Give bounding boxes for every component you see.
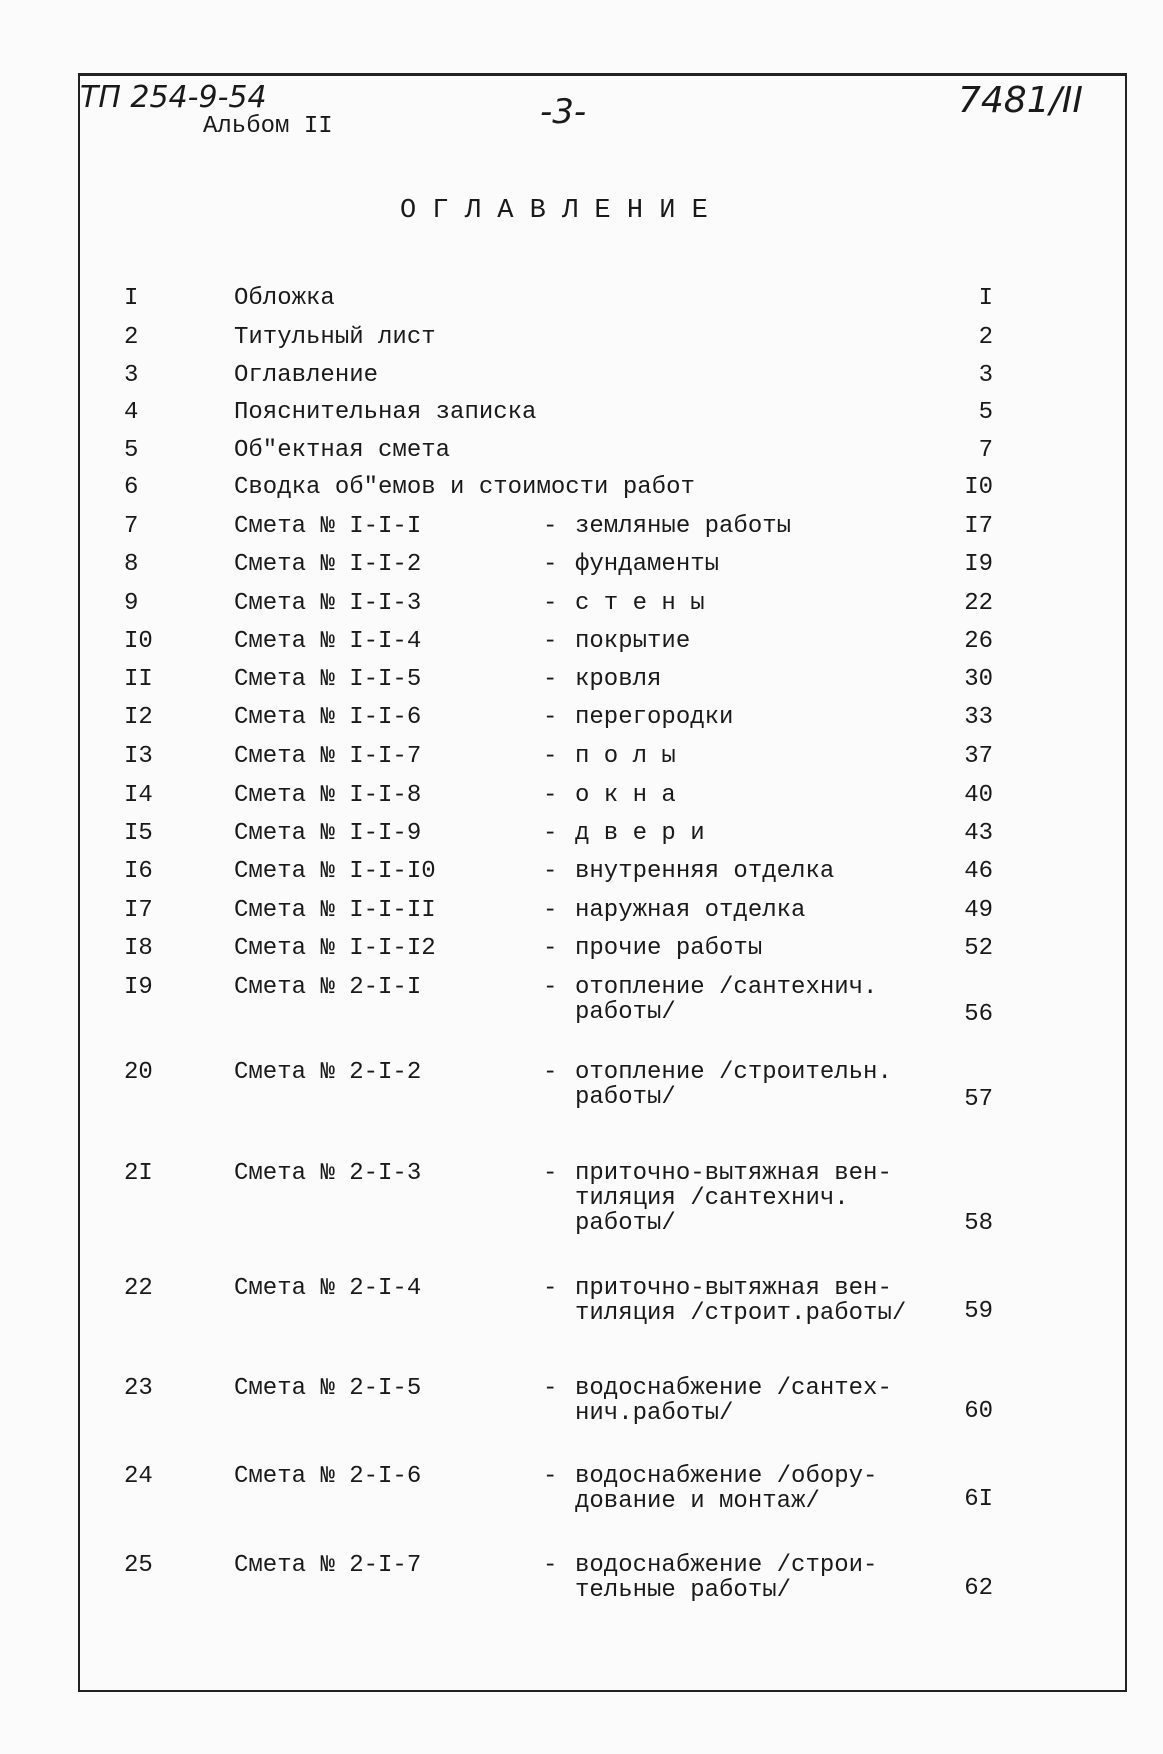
row-dash: - bbox=[543, 1463, 558, 1490]
row-number: I5 bbox=[124, 820, 153, 847]
row-number: I2 bbox=[124, 704, 153, 731]
row-number: 6 bbox=[124, 474, 139, 501]
row-page: 30 bbox=[964, 666, 993, 693]
row-description: отопление /строительн. работы/ bbox=[575, 1059, 892, 1111]
row-page: 33 bbox=[964, 704, 993, 731]
row-page: 22 bbox=[964, 590, 993, 617]
row-dash: - bbox=[543, 1160, 558, 1187]
row-dash: - bbox=[543, 935, 558, 962]
row-number: 22 bbox=[124, 1275, 153, 1302]
row-dash: - bbox=[543, 858, 558, 885]
row-dash: - bbox=[543, 628, 558, 655]
row-description: п о л ы bbox=[575, 743, 676, 770]
row-title: Смета № I-I-5 bbox=[234, 666, 422, 693]
row-dash: - bbox=[543, 590, 558, 617]
toc-heading: О Г Л А В Л Е Н И Е bbox=[400, 196, 708, 226]
row-number: 3 bbox=[124, 362, 139, 389]
row-page: 5 bbox=[978, 399, 993, 426]
row-page: 56 bbox=[964, 1001, 993, 1028]
row-description: отопление /сантехнич. работы/ bbox=[575, 974, 878, 1026]
row-title: Смета № I-I-9 bbox=[234, 820, 422, 847]
row-page: 6I bbox=[964, 1486, 993, 1513]
row-dash: - bbox=[543, 704, 558, 731]
row-page: 43 bbox=[964, 820, 993, 847]
row-description: перегородки bbox=[575, 704, 734, 731]
sheet-number: 7481/II bbox=[958, 80, 1083, 121]
row-title: Смета № 2-I-I bbox=[234, 974, 422, 1001]
row-number: 25 bbox=[124, 1552, 153, 1579]
row-title: Об"ектная смета bbox=[234, 437, 451, 464]
row-title: Сводка об"емов и стоимости работ bbox=[234, 474, 695, 501]
row-page: I bbox=[978, 285, 993, 312]
row-page: 7 bbox=[978, 437, 993, 464]
row-dash: - bbox=[543, 1059, 558, 1086]
row-title: Смета № I-I-I0 bbox=[234, 858, 436, 885]
row-number: I4 bbox=[124, 782, 153, 809]
row-dash: - bbox=[543, 782, 558, 809]
row-number: II bbox=[124, 666, 153, 693]
row-description: покрытие bbox=[575, 628, 691, 655]
row-number: 9 bbox=[124, 590, 139, 617]
row-description: кровля bbox=[575, 666, 662, 693]
row-page: 57 bbox=[964, 1086, 993, 1113]
row-number: I8 bbox=[124, 935, 153, 962]
row-dash: - bbox=[543, 1552, 558, 1579]
row-title: Титульный лист bbox=[234, 324, 436, 351]
row-number: 20 bbox=[124, 1059, 153, 1086]
row-number: 7 bbox=[124, 513, 139, 540]
row-page: 58 bbox=[964, 1210, 993, 1237]
row-number: I0 bbox=[124, 628, 153, 655]
row-page: I7 bbox=[964, 513, 993, 540]
row-page: I9 bbox=[964, 551, 993, 578]
row-description: земляные работы bbox=[575, 513, 792, 540]
row-dash: - bbox=[543, 820, 558, 847]
row-number: 5 bbox=[124, 437, 139, 464]
row-page: 60 bbox=[964, 1398, 993, 1425]
row-page: 62 bbox=[964, 1575, 993, 1602]
row-number: I9 bbox=[124, 974, 153, 1001]
row-description: с т е н ы bbox=[575, 590, 705, 617]
row-title: Обложка bbox=[234, 285, 335, 312]
row-page: 26 bbox=[964, 628, 993, 655]
row-dash: - bbox=[543, 513, 558, 540]
row-title: Смета № I-I-2 bbox=[234, 551, 422, 578]
row-description: фундаменты bbox=[575, 551, 720, 578]
row-dash: - bbox=[543, 743, 558, 770]
row-title: Смета № I-I-3 bbox=[234, 590, 422, 617]
row-number: 2I bbox=[124, 1160, 153, 1187]
row-title: Смета № 2-I-6 bbox=[234, 1463, 422, 1490]
row-page: I0 bbox=[964, 474, 993, 501]
row-number: 24 bbox=[124, 1463, 153, 1490]
row-description: водоснабжение /строи- тельные работы/ bbox=[575, 1552, 878, 1604]
row-title: Смета № I-I-7 bbox=[234, 743, 422, 770]
row-dash: - bbox=[543, 897, 558, 924]
row-page: 3 bbox=[978, 362, 993, 389]
row-title: Смета № 2-I-5 bbox=[234, 1375, 422, 1402]
row-page: 40 bbox=[964, 782, 993, 809]
row-title: Смета № 2-I-7 bbox=[234, 1552, 422, 1579]
row-page: 2 bbox=[978, 324, 993, 351]
row-page: 37 bbox=[964, 743, 993, 770]
row-number: I7 bbox=[124, 897, 153, 924]
row-dash: - bbox=[543, 974, 558, 1001]
row-title: Смета № I-I-8 bbox=[234, 782, 422, 809]
row-dash: - bbox=[543, 666, 558, 693]
row-description: о к н а bbox=[575, 782, 676, 809]
row-description: наружная отделка bbox=[575, 897, 806, 924]
row-page: 52 bbox=[964, 935, 993, 962]
row-title: Пояснительная записка bbox=[234, 399, 537, 426]
row-title: Смета № I-I-6 bbox=[234, 704, 422, 731]
row-title: Смета № I-I-II bbox=[234, 897, 436, 924]
row-description: приточно-вытяжная вен- тиляция /строит.работы/ bbox=[575, 1275, 907, 1327]
row-dash: - bbox=[543, 1275, 558, 1302]
row-number: 23 bbox=[124, 1375, 153, 1402]
row-number: 4 bbox=[124, 399, 139, 426]
row-dash: - bbox=[543, 1375, 558, 1402]
row-number: 8 bbox=[124, 551, 139, 578]
row-title: Смета № 2-I-3 bbox=[234, 1160, 422, 1187]
row-description: прочие работы bbox=[575, 935, 763, 962]
row-page: 49 bbox=[964, 897, 993, 924]
row-number: I3 bbox=[124, 743, 153, 770]
row-title: Смета № 2-I-2 bbox=[234, 1059, 422, 1086]
row-title: Оглавление bbox=[234, 362, 379, 389]
project-code: ТП 254-9-54 bbox=[80, 80, 267, 115]
row-number: 2 bbox=[124, 324, 139, 351]
row-description: д в е р и bbox=[575, 820, 705, 847]
row-title: Смета № 2-I-4 bbox=[234, 1275, 422, 1302]
row-dash: - bbox=[543, 551, 558, 578]
row-description: водоснабжение /сантех- нич.работы/ bbox=[575, 1375, 892, 1427]
row-description: водоснабжение /обору- дование и монтаж/ bbox=[575, 1463, 878, 1515]
row-title: Смета № I-I-I bbox=[234, 513, 422, 540]
page-number: -3- bbox=[540, 92, 587, 132]
album-label: Альбом II bbox=[203, 113, 333, 140]
row-title: Смета № I-I-4 bbox=[234, 628, 422, 655]
row-title: Смета № I-I-I2 bbox=[234, 935, 436, 962]
row-page: 46 bbox=[964, 858, 993, 885]
row-description: приточно-вытяжная вен- тиляция /сантехнич. работы/ bbox=[575, 1160, 892, 1237]
row-number: I6 bbox=[124, 858, 153, 885]
row-number: I bbox=[124, 285, 139, 312]
row-page: 59 bbox=[964, 1298, 993, 1325]
row-description: внутренняя отделка bbox=[575, 858, 835, 885]
